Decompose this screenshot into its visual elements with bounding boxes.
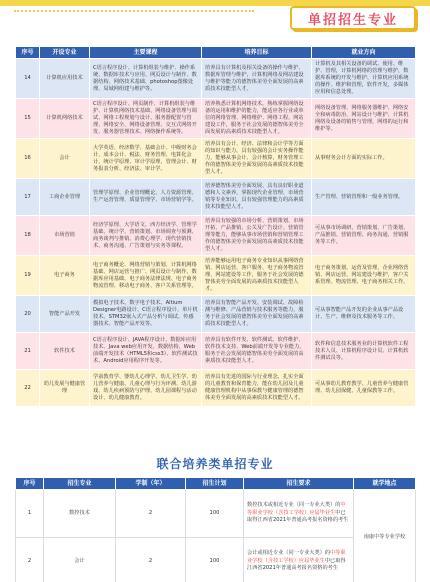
cell-courses: 大学英语、经济数学、基础会计、中级财务会计、成本会计、税法、财务管理、电算化会计、统计学原理、审计学原理、管理会计、财务报表分析、经济法、审计学。 <box>90 139 202 179</box>
table-row <box>16 333 416 370</box>
cell-courses: 管理学原理、企业管理概论、人力资源管理、生产运营管理、质量管理学、市场营销学等。 <box>90 179 202 216</box>
majors-table <box>15 46 416 407</box>
joint-table-header <box>16 478 416 490</box>
table-row <box>16 296 416 333</box>
cell-courses: 经济学原理、大学语文、西方经济学、管理学基础、统计学、营销策划、市场调查与预测、商务谈判与推销、消费心理学、现代营销技术、商务沟通、广告策划与实务等课程。 <box>90 216 202 256</box>
cell-major: 会计 <box>44 538 116 582</box>
header-requirement: 招生要求 <box>244 478 354 490</box>
cell-goal: 培养具有软件开发、软件测试、软件维护、软件技术支持、Web前端开发等专业能力，服务于社会发展的德智体美劳全面发展的高素质技术技能型人才。 <box>202 333 312 370</box>
cell-no: 18 <box>16 216 40 256</box>
joint-section-title: 联合培养类单招专业 <box>156 457 274 471</box>
page-title-badge: 单招招生专业 <box>290 6 416 30</box>
cell-no: 22 <box>16 370 40 407</box>
cell-major: 智能产品开发 <box>40 296 90 333</box>
cell-career: 电子商务策划、运营及管理，企业网络营销、网店运营、网站建设与维护，客户关系管理、物流管理、电子商务相关工作。 <box>312 256 416 296</box>
cell-major: 工商企业管理 <box>40 179 90 216</box>
requirement-text: 中已取得江西省2021年普通高考报名资格的考生 <box>247 557 346 572</box>
header-major: 开设专业 <box>40 47 90 59</box>
cell-major: 幼儿发展与健康管理 <box>40 370 90 407</box>
table-row <box>16 490 416 538</box>
cell-goal: 培养具有智能产品开发、安装调试、故障检测与维修、产品营销与技术服务等能力，服务于社会发展的德智体美劳全面发展的高素质技术技能型人才。 <box>202 296 312 333</box>
cell-goal: 培养能够运用电子商务专业知识从事网络营销、网店运营、客户服务、电子商务物流管理、网站建设等工作，服务于社会发展的德智体美劳全面发展的高素质技术技能型人才。 <box>202 256 312 296</box>
cell-goal: 培养德智体美劳全面发展、具有良好职业道德和人文素养，掌握现代企业管理、市场营销等专业知识，具有较强管理能力的高素质技术技能型人才。 <box>202 179 312 216</box>
table-row <box>16 59 416 99</box>
cell-no: 14 <box>16 59 40 99</box>
cell-no: 21 <box>16 333 40 370</box>
cell-major: 软件技术 <box>40 333 90 370</box>
cell-plan: 100 <box>186 538 244 582</box>
top-banner <box>0 0 430 38</box>
cell-no: 1 <box>16 490 44 538</box>
table-row <box>16 256 416 296</box>
cell-no: 16 <box>16 139 40 179</box>
cell-career: 网络设备管理、网络服务器维护、网络安全和病毒防治、网站设计与维护、计算机网络及设备的销售与管理，网络的运行和维护等。 <box>312 99 416 139</box>
header-career: 就业方向 <box>312 47 416 59</box>
cell-courses: 模拟电子技术、数字电子技术、Altium Designer电路设计、C语言程序设计、单片机技术、STM32嵌入式产品分析与调试、传感器技术、智能产品开发等。 <box>90 296 202 333</box>
cell-requirement <box>244 490 354 538</box>
cell-major: 会计 <box>40 139 90 179</box>
cell-major: 计算机网络技术 <box>40 99 90 139</box>
header-courses: 主要课程 <box>90 47 202 59</box>
cell-courses: C语言程序设计、网页制作、计算机组装与维护、计算机网络技术基础、网络设备管理与调试、网络工程规划与设计、服务器配置与管理、网络安全、网络设备管理、交互式网络开发、服务器管理技术、网络操作系统等。 <box>90 99 202 139</box>
cell-years: 2 <box>116 538 186 582</box>
header-major: 招生专业 <box>44 478 116 490</box>
cell-goal: 培养具有会计、经济、法律和会计学等方面的知识与能力，具有较强的会计实务操作能力，能够从事会计、会计核算，财务管理工作的德智体美劳全面发展的高素质技术技能型人才。 <box>202 139 312 179</box>
cell-goal: 培养具有计算机及相关设备的操作与维护、数据库管理与维护，计算机网络及网站建设与维护等能力的德智体美劳全面发展的高素质技术技能型人才。 <box>202 59 312 99</box>
header-plan: 招生计划 <box>186 478 244 490</box>
cell-career: 从事财务会计方面的实际工作。 <box>312 139 416 179</box>
cell-major: 计算机应用技术 <box>40 59 90 99</box>
header-location: 就学地点 <box>354 478 416 490</box>
cell-years: 2 <box>116 490 186 538</box>
cell-location: 南康中等专业学校 <box>354 490 416 582</box>
header-years: 学制（年） <box>116 478 186 490</box>
cell-courses: C语言程序设计、JAVA程序设计、数据库应用技术、Java web应用开发、数据结构、Web前端开发技术（HTML5和css3）、软件测试技术、Android应用程序开发等。 <box>90 333 202 370</box>
majors-table-header <box>16 47 416 59</box>
joint-majors-table <box>15 477 416 582</box>
table-row <box>16 139 416 179</box>
requirement-text: 数控技术或相近专业（同一专业大类）的 <box>247 502 341 509</box>
cell-courses: C语言程序设计、计算机组装与维护、操作系统、数据库技术与应用、网页设计与制作、数据结构、网络技术基础、photoshop图像处理、局域网组建与维护等。 <box>90 59 202 99</box>
cell-goal: 培养具有先进的国际与行业理念，扎实全面的儿童教育和保育能力，能在幼儿园及儿童健康管理机构中从事保教与健康管理的德智体美劳全面发展的高素质技术技能型人才。 <box>202 370 312 407</box>
requirement-text: 会计或相近专业（同一专业大类）的 <box>247 550 331 557</box>
table-row <box>16 179 416 216</box>
cell-career: 生产管理、营销管理和一般业务管理。 <box>312 179 416 216</box>
cell-major: 市场营销 <box>40 216 90 256</box>
requirement-highlight: 中等职业学校（含技工学校）应届毕业生 <box>247 502 346 516</box>
cell-no: 20 <box>16 296 40 333</box>
header-no: 序号 <box>16 478 44 490</box>
decorative-dotted-line <box>14 10 254 20</box>
cell-courses: 学前教育学、婴幼儿心理学、幼儿卫生学、幼儿营养与健康、儿童心理与行为评测、幼儿游戏、幼儿疾病预防与护理、幼儿园课程与活动设计、幼儿健康教育。 <box>90 370 202 407</box>
cell-no: 17 <box>16 179 40 216</box>
table-row <box>16 99 416 139</box>
cell-major: 电子商务 <box>40 256 90 296</box>
cell-no: 2 <box>16 538 44 582</box>
cell-goal: 培养具有较强的市场分析、营销策划、市场开拓、产品推销、公关及广告设计、营销管理等能力，能够从事市场营销和营销管理工作的德智体美劳全面发展的高素质技术技能型人才。 <box>202 216 312 256</box>
table-row <box>16 370 416 407</box>
cell-requirement <box>244 538 354 582</box>
cell-plan: 100 <box>186 490 244 538</box>
table-row <box>16 216 416 256</box>
requirement-text: 中已取得江西省2021年普通高考报名资格的考生 <box>247 509 349 524</box>
cell-career: 可从事幼儿教育教学、儿童营养与健康管理、幼儿园保健、儿童保教等工作。 <box>312 370 416 407</box>
cell-no: 19 <box>16 256 40 296</box>
requirement-highlight: 中等职业学校（含技工学校）应届毕业生 <box>247 550 346 564</box>
cell-career: 软件和信息技术服务业的计算机软件工程技术人员、计算机程序设计员、计算机软件测试员等。 <box>312 333 416 370</box>
cell-no: 15 <box>16 99 40 139</box>
cell-career: 可从事市场调研、营销策划、广告策划、产品推销、营销管理、商务沟通、营销服务等工作。 <box>312 216 416 256</box>
cell-major: 数控技术 <box>44 490 116 538</box>
cell-career: 可从事智能产品开发的企业从事产品设计、生产、维修及技术服务等工作。 <box>312 296 416 333</box>
cell-goal: 培养熟悉计算机网络技术，熟练掌握网络设备的运用和维护的能力，能适应各行业或单位的网络管理、网络维护、网络工程、网站建设工作，服务于社会发展的德智体美劳全面发展的高素质技术技能型人才。 <box>202 99 312 139</box>
cell-courses: 电子商务概论、网络营销与策划、计算机网络基础、网店运营与推广、网页设计与制作、数据库应用基础、电子商务法律法规、电子商务物流管理、移动电子商务、客户关系管理等。 <box>90 256 202 296</box>
header-goal: 培养目标 <box>202 47 312 59</box>
cell-career: 计算机及其相关设备的调试、使用、维护、管理，计算机网络的管理与维护，数据库系统的开发与维护、计算机应用系统的操作、维护和管理，软件开发，多媒体应用和信息处理。 <box>312 59 416 99</box>
header-no: 序号 <box>16 47 40 59</box>
